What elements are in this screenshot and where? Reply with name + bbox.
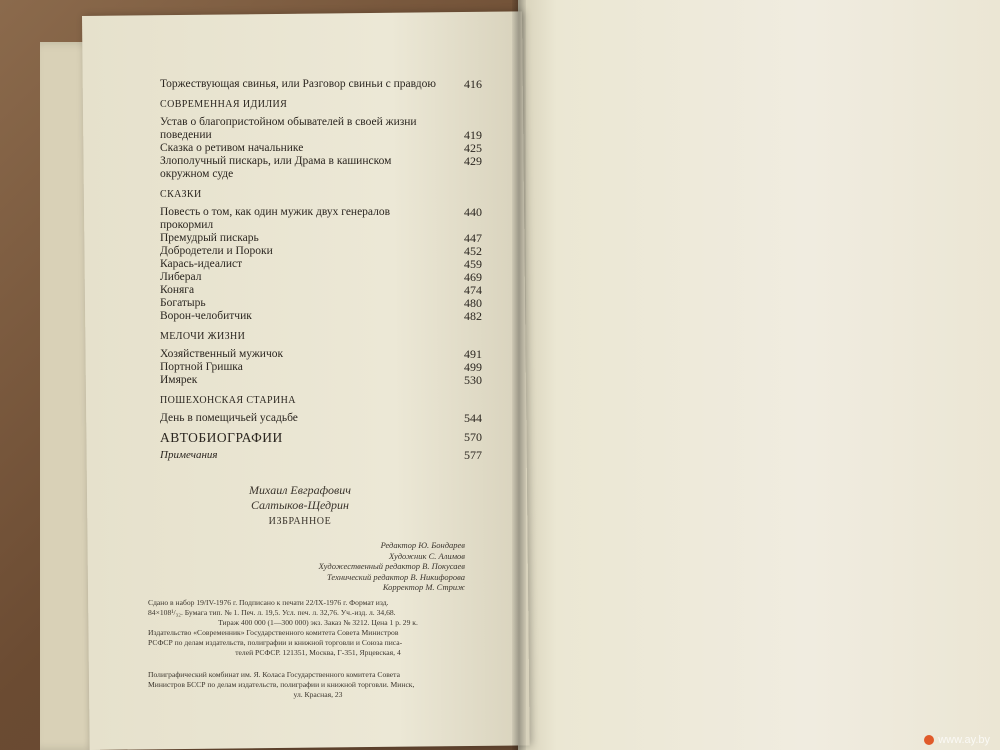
toc-entry-page: 416 [464,77,482,91]
toc-entry-page: 530 [464,373,482,387]
book-gutter [512,0,526,750]
print-info-line: Сдано в набор 19/IV-1976 г. Подписано к печати 22/IX-1976 г. Формат изд. [148,598,389,607]
toc-entry-page: 544 [464,411,482,425]
toc-entry-title: Добродетели и Пороки [160,245,273,257]
toc-entry-title: Злополучный пискарь, или Драма в кашинском окружном суде [160,155,392,180]
toc-entry-title: Устав о благопристойном обывателей в своей жизни поведении [160,116,417,141]
toc-entry-page: 577 [464,448,482,462]
staff-line: Корректор М. Стриж [382,582,465,592]
site-watermark [924,734,990,746]
toc-entry [160,78,482,91]
staff-line: Художник С. Алимов [388,550,465,561]
toc-entry [160,412,482,425]
toc-entry [160,271,482,284]
toc-entry-page: 469 [464,270,482,284]
colophon-author [180,483,420,513]
toc-entry [160,284,482,297]
toc-entry-title: Ворон-челобитчик [160,310,252,322]
toc-entry-page: 482 [464,309,482,323]
toc-entry-title: Коняга [160,284,195,296]
toc-section-heading: МЕЛОЧИ ЖИЗНИ [160,331,246,342]
toc-entry-page: 499 [464,360,482,374]
toc-entry [160,142,482,155]
toc-entry-title: Богатырь [160,297,206,309]
toc-entry-page: 447 [464,231,482,245]
toc-section-heading: СОВРЕМЕННАЯ ИДИЛИЯ [160,99,288,110]
toc-entry-page: 459 [464,257,482,271]
toc-entry-title: Хозяйственный мужичок [160,348,284,360]
toc-entry-page: 480 [464,296,482,310]
toc-entry [160,449,482,462]
staff-line: Технический редактор В. Никифорова [326,571,465,582]
colophon-staff [225,540,465,593]
colophon-book-title: ИЗБРАННОЕ [268,516,332,527]
toc-entry-title: Либерал [160,271,202,283]
publisher-info-line: РСФСР по делам издательств, полиграфии и книжной торговли и Союза писа- [148,638,403,647]
toc-entry-page: 452 [464,244,482,258]
toc-entry [160,116,482,142]
print-info [148,598,488,628]
publisher-info [148,628,488,658]
author-first-names: Михаил Евграфович [249,483,351,497]
toc-entry [160,155,482,181]
right-page-blank [518,0,1000,750]
printer-info-line: ул. Красная, 23 [293,690,343,699]
toc-entry [160,310,482,323]
printer-info-line: Министров БССР по делам издательств, полиграфии и книжной торговли. Минск, [148,680,415,689]
toc-section-heading: ПОШЕХОНСКАЯ СТАРИНА [160,395,296,406]
toc-entry [160,245,482,258]
toc-entry [160,361,482,374]
watermark-text: www.ay.by [938,734,990,746]
toc-entry-page: 440 [464,205,482,219]
toc-section-heading: СКАЗКИ [160,189,202,200]
print-info-line: 84×108¹/₃₂. Бумага тип. № 1. Печ. л. 19,5. Усл. печ. л. 32,76. Уч.-изд. л. 34,68. [148,608,396,617]
toc-entry-title: АВТОБИОГРАФИИ [160,430,283,445]
toc-entry-title: Портной Гришка [160,361,243,373]
staff-line: Художественный редактор В. Покусаев [318,561,465,571]
toc-entry-page: 474 [464,283,482,297]
print-info-line: Тираж 400 000 (1—300 000) экз. Заказ № 3212. Цена 1 р. 29 к. [218,618,418,627]
toc-entry-title: Примечания [160,449,218,461]
toc-entry [160,297,482,310]
printer-info-line: Полиграфический комбинат им. Я. Коласа Государственного комитета Совета [148,670,400,679]
toc-entry-title: Повесть о том, как один мужик двух генералов прокормил [160,206,391,231]
printer-info [148,670,488,700]
toc-entry [160,232,482,245]
toc-entry-title: Премудрый пискарь [160,232,259,244]
toc-entry-page: 491 [464,347,482,361]
publisher-info-line: телей РСФСР. 121351, Москва, Г-351, Ярцевская, 4 [235,648,401,657]
toc-entry [160,206,482,232]
toc-entry [160,374,482,387]
staff-line: Редактор Ю. Бондарев [380,540,465,550]
publisher-info-line: Издательство «Современник» Государственного комитета Совета Министров [148,628,399,637]
toc-entry-page: 419 [464,128,482,142]
toc-entry-page: 570 [464,430,482,444]
table-of-contents [160,78,482,462]
toc-entry-title: Сказка о ретивом начальнике [160,142,304,154]
toc-entry-page: 425 [464,141,482,155]
toc-entry-title: Карась-идеалист [160,258,243,270]
toc-entry-title: Имярек [160,374,198,386]
toc-entry [160,431,482,444]
toc-entry-title: День в помещичьей усадьбе [160,412,298,424]
watermark-logo-icon [924,735,934,745]
toc-entry [160,258,482,271]
author-surname: Салтыков-Щедрин [250,498,350,512]
toc-entry-title: Торжествующая свинья, или Разговор свиньи с правдою [160,78,436,90]
toc-entry-page: 429 [464,154,482,168]
toc-entry [160,348,482,361]
